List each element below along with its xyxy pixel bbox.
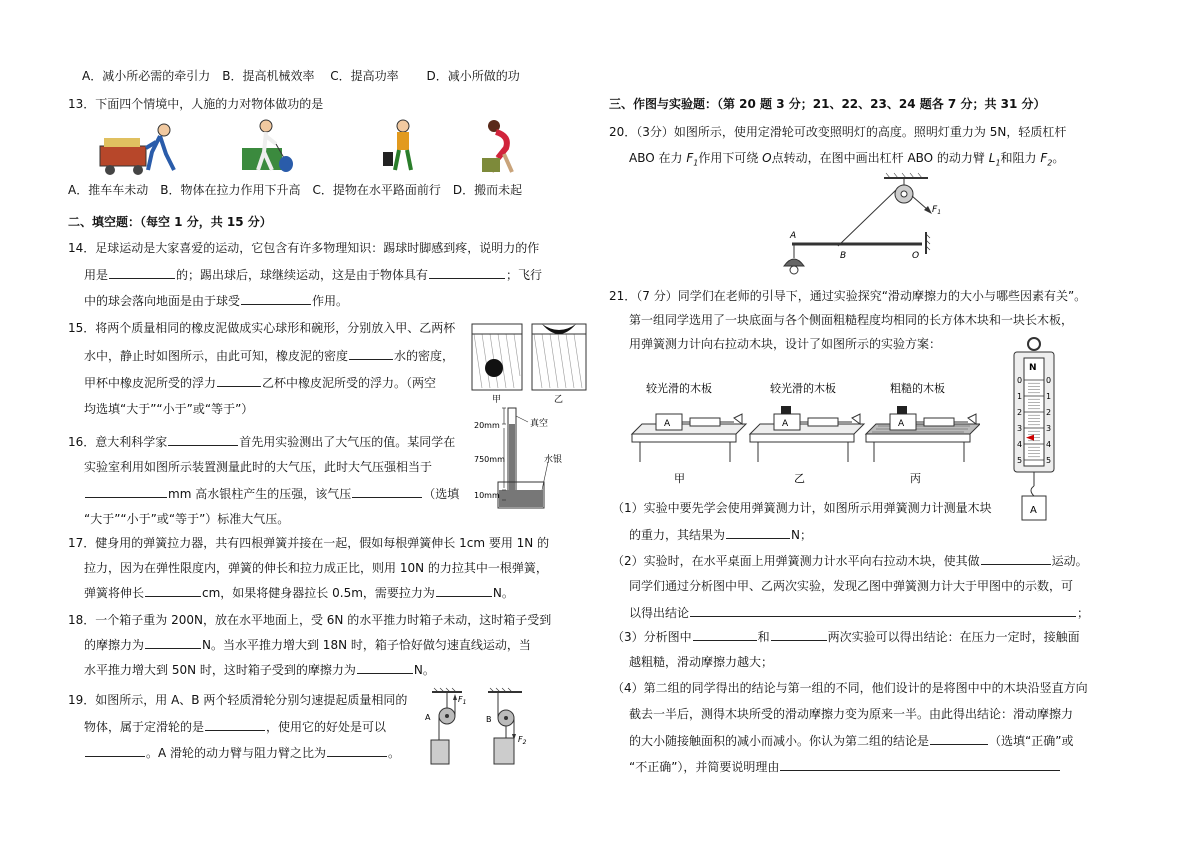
q19-text: 物体，属于定滑轮的是: [84, 720, 205, 734]
scale-number-left: 3: [1017, 424, 1023, 433]
q21-p4-line-3: [629, 732, 1073, 749]
q14-line-2: [84, 266, 542, 283]
q21-blank-1[interactable]: [726, 526, 790, 539]
q14-blank-3[interactable]: [241, 292, 311, 305]
scale-number-left: 5: [1017, 456, 1023, 465]
q16-fig-750mm: 750mm: [474, 455, 505, 464]
q16-blank-1[interactable]: [168, 433, 238, 446]
q18-line-1: 18．一个箱子重为 200N，放在水平地面上，受 6N 的水平推力时箱子未动，这时箱子受到: [68, 613, 552, 627]
q21-label-jia: 甲: [674, 472, 685, 485]
scale-number-left: 1: [1017, 392, 1023, 401]
q18-blank-1[interactable]: [145, 636, 201, 649]
q21-text: 的大小随接触面积的减小而减小。你认为第二组的结论是: [629, 734, 930, 748]
q21-text: （3）分析图中: [612, 630, 692, 644]
q21-scale-n: N: [1029, 363, 1037, 373]
q20-o: O: [762, 151, 772, 165]
q17-text: cm，如果将健身器拉长 0.5m，需要拉力为: [202, 586, 435, 600]
q21-board-3-label: 粗糙的木板: [890, 382, 945, 395]
q18-blank-2[interactable]: [357, 661, 413, 674]
q19-fig-f2: $F_2$: [518, 735, 527, 746]
q21-board-1-label: 较光滑的木板: [646, 382, 712, 395]
q19-line-2: [84, 718, 386, 735]
q15-blank-1[interactable]: [349, 347, 393, 360]
q21-line-3: 用弹簧测力计向右拉动木块，设计了如图所示的实验方案：: [629, 337, 942, 351]
q15-blank-2[interactable]: [217, 374, 261, 387]
q21-p4-line-1: （4）第二组的同学得出的结论与第一组的不同，他们设计的是将图中中的木块沿竖直方向: [612, 681, 1088, 695]
q21-p4-line-2: 截去一半后，测得木块所受的滑动摩擦力变为原来一半。由此得出结论：滑动摩擦力: [629, 707, 1074, 721]
q19-text: 。A 滑轮的动力臂与阻力臂之比为: [146, 746, 327, 760]
q15-label-jia: 甲: [492, 395, 502, 404]
q14-text: 用是: [84, 268, 109, 282]
q21-text: 以得出结论: [629, 606, 690, 620]
q21-text: N；: [791, 528, 812, 542]
q16-fig-vacuum: 真空: [530, 419, 549, 429]
q18-text: 的摩擦力为: [84, 638, 145, 652]
q21-experiment-figure: [630, 378, 980, 493]
q19-fig-label-b: B: [486, 715, 492, 724]
q21-blank-4[interactable]: [693, 628, 757, 641]
q14-blank-2[interactable]: [429, 266, 505, 279]
q15-line-2: [84, 347, 454, 364]
q13-picture-a: [100, 124, 174, 175]
q21-label-bing: 丙: [910, 472, 921, 485]
q20-figure: [778, 172, 958, 283]
q21-board-yi: [750, 406, 864, 462]
q21-text: （2）实验时，在水平桌面上用弹簧测力计水平向右拉动木块，使其做: [612, 554, 980, 568]
q21-text: “不正确”），并简要说明理由: [629, 760, 780, 774]
q20-text: 点转动，在图中画出杠杆 ABO 的动力臂: [771, 151, 985, 165]
q21-line-2: 第一组同学选用了一块底面与各个侧面粗糙程度均相同的长方体木块和一块长木板，: [629, 313, 1074, 327]
q21-p2-line-3: [629, 604, 1089, 621]
q19-text: 。: [388, 746, 401, 760]
q16-line-4: “大于”“小于”或“等于”）标准大气压。: [84, 512, 290, 526]
q20-fig-label-o: O: [912, 251, 920, 261]
q19-blank-1[interactable]: [205, 718, 265, 731]
scale-number-right: 1: [1046, 392, 1052, 401]
q19-fig-f1: $F_1$: [458, 695, 467, 706]
scale-number-right: 2: [1046, 408, 1052, 417]
q18-line-2: [84, 636, 531, 653]
q14-text: 作用。: [312, 294, 349, 308]
q21-p2-line-2: 同学们通过分析图中甲、乙两次实验，发现乙图中弹簧测力计大于甲图中的示数，可: [629, 579, 1074, 593]
q16-fig-mercury: 水银: [544, 455, 563, 465]
q13-pictures: [96, 118, 536, 179]
q21-p4-line-4: [629, 758, 1061, 775]
svg-text:A: A: [782, 419, 789, 429]
svg-text:A: A: [898, 419, 905, 429]
q21-text: 运动。: [1051, 554, 1088, 568]
q14-text: ；飞行: [506, 268, 543, 282]
q16-text: 首先用实验测出了大气压的值。某同学在: [239, 435, 456, 449]
q17-text: 弹簧将伸长: [84, 586, 145, 600]
q20-fig-label-b: B: [840, 251, 847, 261]
q19-line-3: [84, 744, 400, 761]
q15-text: 乙杯中橡皮泥所受的浮力。（两空: [262, 376, 437, 390]
scale-number-right: 4: [1046, 440, 1052, 449]
q18-text: N。: [413, 663, 435, 677]
q17-line-2: 拉力，因为在弹性限度内，弹簧的伸长和拉力成正比，则用 10N 的力拉其中一根弹簧，: [84, 561, 548, 575]
q13-options: A．推车车未动 B．物体在拉力作用下升高 C．提物在水平路面前行 D．搬而未起: [68, 183, 523, 197]
scale-number-right: 5: [1046, 456, 1052, 465]
scale-number-right: 3: [1046, 424, 1052, 433]
q15-line-1: 15．将两个质量相同的橡皮泥做成实心球形和碗形，分别放入甲、乙两杯: [68, 321, 456, 335]
q17-line-3: [84, 584, 514, 601]
q16-blank-2[interactable]: [85, 485, 167, 498]
scale-number-left: 4: [1017, 440, 1023, 449]
q18-line-3: [84, 661, 435, 678]
q21-label-yi: 乙: [794, 472, 805, 485]
q20-f2: $F_2$: [1040, 151, 1053, 168]
q21-p3-line-2: 越粗糙，滑动摩擦力越大；: [629, 655, 774, 669]
q16-figure: [474, 404, 574, 515]
q13-picture-d: [482, 120, 512, 172]
q16-text: 16．意大利科学家: [68, 435, 168, 449]
q21-text: ；: [1077, 606, 1090, 620]
q13-picture-b: [242, 120, 293, 172]
q14-line-1: 14．足球运动是大家喜爱的运动，它包含有许多物理知识：踢球时脚感到疼，说明力的作: [68, 241, 540, 255]
q21-board-bing: [866, 406, 980, 462]
q20-text: 和阻力: [1000, 151, 1037, 165]
q17-text: N。: [492, 586, 514, 600]
q15-text: 水的密度，: [394, 349, 455, 363]
q21-text: 的重力，其结果为: [629, 528, 726, 542]
q21-spring-scale: [1004, 336, 1064, 533]
q20-line-1: 20．（3分）如图所示，使用定滑轮可改变照明灯的高度。照明灯重力为 5N，轻质杠杆: [609, 125, 1067, 139]
q14-blank-1[interactable]: [109, 266, 175, 279]
section-2-title: 二、填空题：（每空 1 分，共 15 分）: [68, 215, 272, 229]
q21-blank-7[interactable]: [780, 758, 1060, 771]
q21-board-jia: [632, 414, 746, 462]
q20-fig-label-a: A: [790, 231, 797, 241]
q19-blank-3[interactable]: [327, 744, 387, 757]
svg-text:A: A: [664, 419, 671, 429]
q18-text: N。当水平推力增大到 18N 时，箱子恰好做匀速直线运动，当: [202, 638, 531, 652]
q16-fig-10mm: 10mm: [474, 491, 500, 500]
q16-text: （选填: [423, 487, 460, 501]
q20-text: 。: [1052, 151, 1065, 165]
q16-text: mm 高水银柱产生的压强，该气压: [168, 487, 352, 501]
q20-l1: $L_1$: [988, 151, 1001, 168]
q21-board-2-label: 较光滑的木板: [770, 382, 836, 395]
scale-number-left: 2: [1017, 408, 1023, 417]
q17-line-1: 17．健身用的弹簧拉力器，共有四根弹簧并接在一起，假如每根弹簧伸长 1cm 要用 1N 的: [68, 536, 550, 550]
q17-blank-1[interactable]: [145, 584, 201, 597]
q15-figure: [470, 312, 590, 407]
q20-text: 作用下可绕: [698, 151, 759, 165]
q17-blank-2[interactable]: [436, 584, 492, 597]
q21-blank-3[interactable]: [690, 604, 1076, 617]
q21-p1-line-1: （1）实验中要先学会使用弹簧测力计，如图所示用弹簧测力计测量木块: [612, 501, 992, 515]
q21-blank-2[interactable]: [981, 552, 1051, 565]
q15-label-yi: 乙: [554, 395, 564, 404]
q16-line-1: [68, 433, 455, 450]
scale-number-right: 0: [1046, 376, 1052, 385]
q21-p3-line-1: [612, 628, 1080, 645]
q21-line-1: 21．（7 分）同学们在老师的引导下，通过实验探究“滑动摩擦力的大小与哪些因素有关”。: [609, 289, 1087, 303]
q19-line-1: 19．如图所示，用 A、B 两个轻质滑轮分别匀速提起质量相同的: [68, 693, 408, 707]
q15-text: 甲杯中橡皮泥所受的浮力: [84, 376, 217, 390]
q21-text: 和: [757, 630, 770, 644]
q21-text: 两次实验可以得出结论：在压力一定时，接触面: [827, 630, 1080, 644]
q19-text: ，使用它的好处是可以: [266, 720, 387, 734]
q12-options: A．减小所必需的牵引力 B．提高机械效率 C．提高功率 D．减小所做的功: [82, 69, 520, 83]
q21-blank-5[interactable]: [771, 628, 827, 641]
section-3-title: 三、作图与实验题：（第 20 题 3 分；21、22、23、24 题各 7 分；共 31 分）: [609, 97, 1046, 111]
q21-p2-line-1: [612, 552, 1088, 569]
q15-line-4: 均选填“大于”“小于”或“等于”）: [84, 402, 254, 416]
q21-text: （选填“正确”或: [989, 734, 1074, 748]
q20-fig-f1: $F_1$: [932, 205, 942, 216]
q19-blank-2[interactable]: [85, 744, 145, 757]
q18-text: 水平推力增大到 50N 时，这时箱子受到的摩擦力为: [84, 663, 356, 677]
q13-picture-c: [383, 120, 411, 170]
q16-line-3: [84, 485, 459, 502]
q16-blank-3[interactable]: [352, 485, 422, 498]
q14-text: 的；踢出球后，球继续运动，这是由于物体具有: [176, 268, 429, 282]
scale-number-left: 0: [1017, 376, 1023, 385]
q16-line-2: 实验室利用如图所示装置测量此时的大气压，此时大气压强相当于: [84, 460, 433, 474]
q15-line-3: [84, 374, 436, 391]
q16-fig-20mm: 20mm: [474, 421, 500, 430]
q19-figure: [422, 686, 552, 773]
q15-text: 水中，静止时如图所示，由此可知，橡皮泥的密度: [84, 349, 349, 363]
q21-blank-6[interactable]: [930, 732, 988, 745]
q13-title: 13．下面四个情境中，人施的力对物体做功的是: [68, 97, 324, 111]
q21-p1-line-2: [629, 526, 812, 543]
q20-line-2: [629, 150, 1064, 171]
q21-scale-block: A: [1030, 505, 1037, 516]
q19-fig-label-a: A: [425, 713, 431, 722]
q14-text: 中的球会落向地面是由于球受: [84, 294, 241, 308]
q20-text: ABO 在力: [629, 151, 683, 165]
q20-f1: $F_1$: [686, 151, 699, 168]
q14-line-3: [84, 292, 348, 309]
